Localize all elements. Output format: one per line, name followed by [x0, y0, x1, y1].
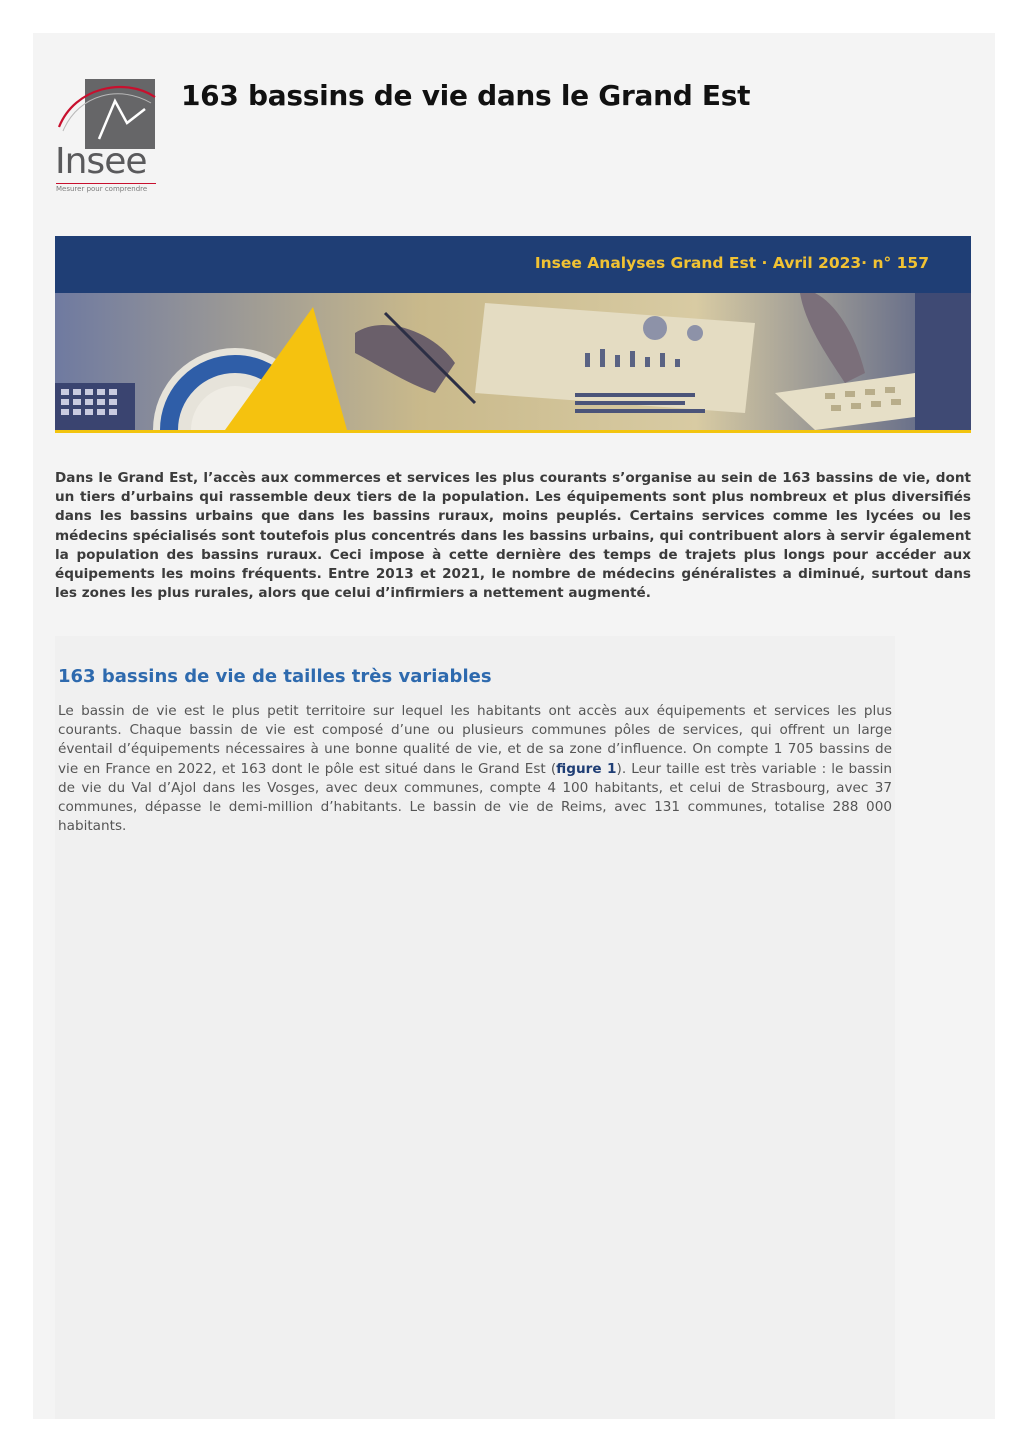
insee-logo[interactable]: [55, 79, 165, 199]
header-banner: [55, 236, 971, 433]
logo-wordmark: Insee: [55, 141, 147, 182]
section-block: [55, 636, 895, 1419]
banner-bar: [55, 236, 971, 293]
logo-swoosh-icon: [55, 79, 165, 149]
laptop-keyboard-graphic: [55, 383, 135, 430]
figure-1-link[interactable]: figure 1: [556, 760, 617, 777]
section-title: 163 bassins de vie de tailles très variables: [58, 666, 492, 687]
section-text-after: ). Leur taille est très variable : le bassin de vie du Val d’Ajol dans les Vosges, avec deux communes, compte 4 100 habitants, et celui de Strasbourg, avec 37 communes, dépasse le demi-million d’habitants. Le bassin de vie de Reims, avec 131 communes, totalise 288 000 habitants.: [58, 760, 892, 835]
abstract-paragraph: Dans le Grand Est, l’accès aux commerces et services les plus courants s’organise au sein de 163 bassins de vie, dont un tiers d’urbains qui rassemble deux tiers de la population. Les équipements sont plus nombreux et plus diversifiés dans les bassins urbains que dans les bassins ruraux, moins peuplés. Certains services comme les lycées ou les médecins spécialisés sont toutefois plus concentrés dans les bassins urbains, qui contribuent alors à servir également la population des bassins ruraux. Ceci impose à cette dernière des temps de trajets plus longs pour accéder aux équipements les moins fréquents. Entre 2013 et 2021, le nombre de médecins généralistes a diminué, surtout dans les zones les plus rurales, alors que celui d’infirmiers a nettement augmenté.: [55, 470, 971, 602]
section-paragraph: [58, 702, 892, 836]
banner-illustration: [55, 293, 971, 430]
page-title: 163 bassins de vie dans le Grand Est: [181, 79, 751, 112]
banner-accent-line: [55, 430, 971, 433]
document-page: [33, 33, 995, 1419]
publication-label: Insee Analyses Grand Est · Avril 2023· n° 157: [534, 254, 929, 272]
logo-tagline: Mesurer pour comprendre: [56, 183, 156, 193]
section-text-before: Le bassin de vie est le plus petit territoire sur lequel les habitants ont accès aux équipements et services les plus courants. Chaque bassin de vie est composé d’une ou plusieurs communes pôles de services, qui offrent un large éventail d’équipements nécessaires à une bonne qualité de vie, et de sa zone d’influence. On compte 1 705 bassins de vie en France en 2022, et 163 dont le pôle est situé dans le Grand Est (: [58, 703, 892, 777]
